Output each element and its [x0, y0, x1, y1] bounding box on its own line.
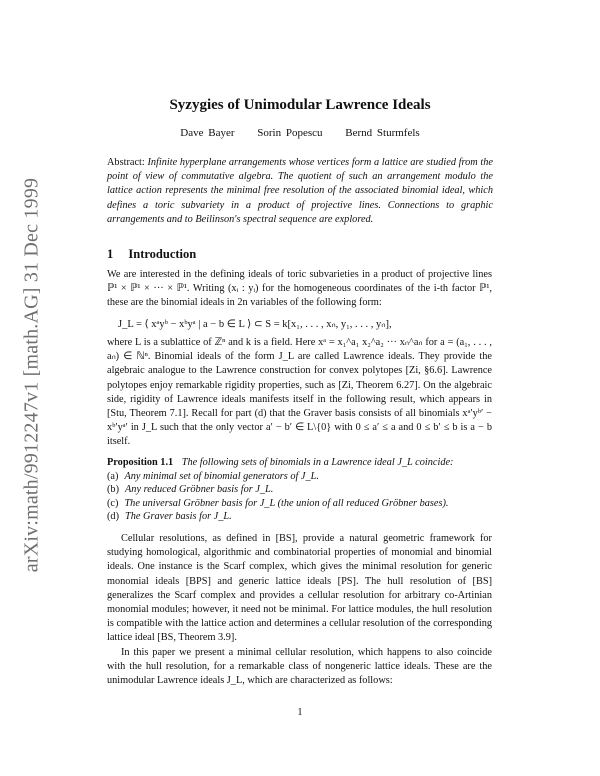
list-item: (c) The universal Gröbner basis for J_L (the union of all reduced Gröbner bases). — [107, 497, 449, 509]
paper-title: Syzygies of Unimodular Lawrence Ideals — [169, 97, 431, 113]
proposition-block — [107, 456, 493, 524]
section-heading — [107, 247, 196, 262]
list-item: (b) Any reduced Gröbner basis for J_L. — [107, 484, 274, 496]
author-name: Sorin Popescu — [257, 127, 323, 139]
section-number: 1 — [107, 247, 114, 261]
list-item: (a) Any minimal set of binomial generators of J_L. — [107, 470, 319, 482]
author-list — [0, 127, 600, 139]
display-equation: J_L = ⟨ xᵃyᵇ − xᵇyᵃ | a − b ∈ L ⟩ ⊂ S = k[x₁, . . . , xₙ, y₁, . . . , yₙ], — [118, 319, 392, 330]
abstract — [107, 156, 493, 227]
proposition-head: Proposition 1.1 — [107, 457, 174, 468]
author-name: Bernd Sturmfels — [345, 127, 420, 139]
intro-paragraph-2: where L is a sublattice of ℤⁿ and k is a field. Here xᵃ = x₁^a₁ x₂^a₂ ··· xₙ^aₙ for a = (a₁, . . . , aₙ) ∈ ℕⁿ. Binomial ideals of the form J_L are called Lawrence ideals. They provide the algebraic analogue to the Lawrence construction for convex polytopes [Zi, §6.6]. Lawrence polytopes enjoy remarkable rigidity properties, such as [Zi, Theorem 6.27]. On the algebraic side, rigidity of Lawrence ideals manifests itself in the following result, which appears in [Stu, Theorem 7.1]. Recall for part (d) that the Graver basis consists of all binomials xᵃ′yᵇ′ − xᵇ′yᵃ′ in J_L such that the only vector a′ − b′ ∈ L\{0} with 0 ≤ a′ ≤ a and 0 ≤ b′ ≤ b is a − b itself. — [107, 337, 492, 448]
section-title: Introduction — [128, 247, 197, 261]
author-name: Dave Bayer — [180, 127, 235, 139]
proposition-list — [107, 470, 493, 524]
abstract-text: Infinite hyperplane arrangements whose vertices form a lattice are studied from the point of view of commutative algebra. The quotient of such an arrangement modulo the lattice action represents the minimal free resolution of the associated binomial ideal, which defines a toric subvariety in a product of projective lines. Connections to graphic arrangements and to Beilinson's spectral sequence are explored. — [107, 157, 493, 225]
proposition-statement: The following sets of binomials in a Lawrence ideal J_L coincide: — [181, 457, 454, 468]
intro-paragraph-3: Cellular resolutions, as defined in [BS], provide a natural geometric framework for studying homological, algorithmic and combinatorial properties of monomial and binomial ideals. One instance is the Scarf complex, which gives the minimal resolution for generic monomial ideals [BPS] and generic lattice ideals [PS]. The hull resolution of [BS] generalizes the Scarf complex and provides a cellular resolution for arbitrary co-Artinian monomial modules; however, it need not be minimal. For lattice modules, the hull resolution is compatible with the lattice action and determines a cellular resolution of the corresponding lattice ideal [BS, Theorem 3.9]. — [107, 533, 492, 644]
intro-paragraph-4: In this paper we present a minimal cellular resolution, which happens to also coincide with the hull resolution, for a remarkable class of nongeneric lattice ideals. These are the unimodular Lawrence ideals J_L, which are characterized as follows: — [107, 647, 492, 687]
page-number: 1 — [297, 707, 303, 718]
abstract-label: Abstract: — [107, 157, 145, 168]
intro-paragraph-1: We are interested in the defining ideals of toric subvarieties in a product of projective lines ℙ¹ × ℙ¹ × ··· × ℙ¹. Writing (xᵢ : yᵢ) for the homogeneous coordinates of the i-th factor ℙ¹, these are the binomial ideals in 2n variables of the following form: — [107, 269, 492, 309]
list-item: (d) The Graver basis for J_L. — [107, 511, 232, 523]
arxiv-identifier: arXiv:math/9912247v1 [math.AG] 31 Dec 1999 — [20, 177, 43, 573]
arxiv-sidebar — [17, 160, 47, 590]
